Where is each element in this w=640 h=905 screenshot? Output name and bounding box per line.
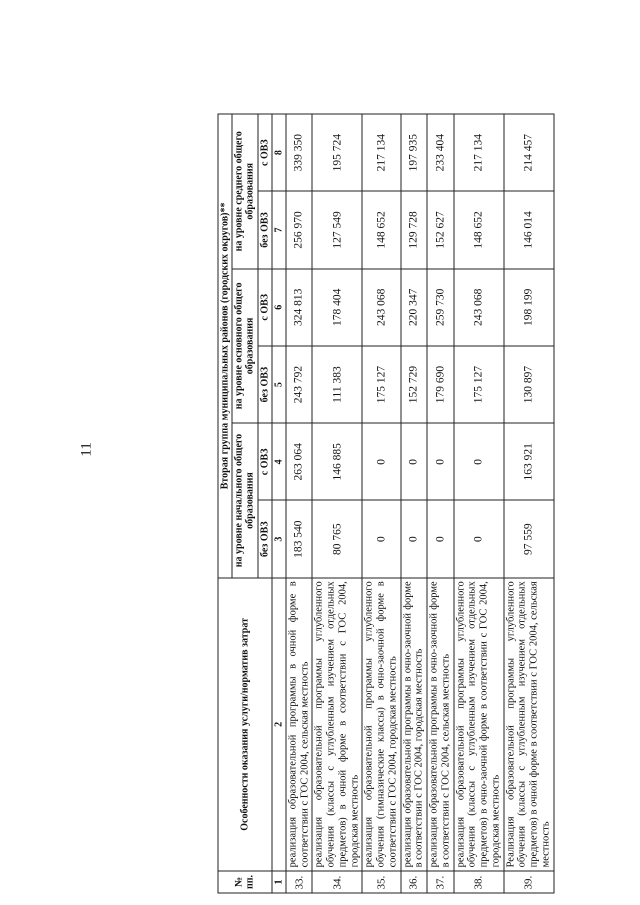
row-value: 217 134 xyxy=(454,114,504,191)
column-index: 7 xyxy=(272,191,286,268)
table-row xyxy=(454,114,504,893)
header-without-ovz: без ОВЗ xyxy=(258,191,272,268)
row-number: 38. xyxy=(454,870,504,892)
row-value: 324 813 xyxy=(286,268,313,345)
header-group-title: Вторая группа муниципальных районов (городских округов)** xyxy=(218,114,232,578)
row-value: 148 652 xyxy=(454,191,504,268)
row-value: 233 404 xyxy=(427,114,454,191)
header-level-1: на уровне начального общего образования xyxy=(232,423,257,578)
row-number: 37. xyxy=(427,870,454,892)
row-value: 198 199 xyxy=(504,268,554,345)
header-description: Особенности оказания услуги/норматив затрат xyxy=(218,577,272,870)
header-with-ovz: с ОВЗ xyxy=(258,114,272,191)
table-row xyxy=(504,114,554,893)
header-without-ovz: без ОВЗ xyxy=(258,500,272,577)
row-value: 259 730 xyxy=(427,268,454,345)
header-with-ovz: с ОВЗ xyxy=(258,268,272,345)
row-value: 0 xyxy=(454,500,504,577)
column-index: 8 xyxy=(272,114,286,191)
row-value: 178 404 xyxy=(312,268,362,345)
row-value: 339 350 xyxy=(286,114,313,191)
row-value: 163 921 xyxy=(504,423,554,500)
row-value: 175 127 xyxy=(454,345,504,422)
row-number: 33. xyxy=(286,870,313,892)
row-value: 195 724 xyxy=(312,114,362,191)
table-row xyxy=(312,114,362,893)
column-index: 1 xyxy=(272,870,286,892)
row-number: 36. xyxy=(401,870,428,892)
page-number: 11 xyxy=(78,442,95,457)
row-value: 146 014 xyxy=(504,191,554,268)
row-value: 197 935 xyxy=(401,114,428,191)
row-description: реализация образовательной программы в очной форме в соответствии с ГОС 2004, сельская местность xyxy=(286,577,313,870)
row-value: 175 127 xyxy=(362,345,400,422)
row-value: 220 347 xyxy=(401,268,428,345)
row-value: 152 729 xyxy=(401,345,428,422)
cost-standards-table-container xyxy=(218,113,555,893)
row-value: 263 064 xyxy=(286,423,313,500)
row-description: реализация образовательной программы углубленного обучения (классы с углубленным изучением отдельных предметов) в очно-заочной форме в соответствии с ГОС 2004, городская местность xyxy=(454,577,504,870)
header-row-index xyxy=(272,114,286,893)
header-level-3: на уровне среднего общего образования xyxy=(232,114,257,269)
header-row-group xyxy=(218,114,232,893)
table-row xyxy=(401,114,428,893)
row-description: реализация образовательной программы в очно-заочной форме в соответствии с ГОС 2004, городская местность xyxy=(401,577,428,870)
column-index: 2 xyxy=(272,577,286,870)
column-index: 5 xyxy=(272,345,286,422)
row-number: 35. xyxy=(362,870,400,892)
header-number: № пп. xyxy=(218,870,272,892)
row-value: 0 xyxy=(401,423,428,500)
row-value: 80 765 xyxy=(312,500,362,577)
row-value: 0 xyxy=(362,423,400,500)
row-value: 111 383 xyxy=(312,345,362,422)
row-value: 130 897 xyxy=(504,345,554,422)
table-row xyxy=(286,114,313,893)
row-value: 127 549 xyxy=(312,191,362,268)
row-value: 179 690 xyxy=(427,345,454,422)
row-value: 183 540 xyxy=(286,500,313,577)
row-description: реализация образовательной программы в очно-заочной форме в соответствии с ГОС 2004, сельская местность xyxy=(427,577,454,870)
table-row xyxy=(362,114,400,893)
row-value: 256 970 xyxy=(286,191,313,268)
row-value: 148 652 xyxy=(362,191,400,268)
column-index: 4 xyxy=(272,423,286,500)
header-with-ovz: с ОВЗ xyxy=(258,423,272,500)
row-value: 152 627 xyxy=(427,191,454,268)
row-value: 214 457 xyxy=(504,114,554,191)
header-level-2: на уровне основного общего образования xyxy=(232,268,257,423)
cost-standards-table xyxy=(218,113,555,893)
row-value: 0 xyxy=(427,500,454,577)
column-index: 3 xyxy=(272,500,286,577)
row-value: 0 xyxy=(362,500,400,577)
row-description: Реализация образовательной программы углубленного обучения (классы с углубленным изучением отдельных предметов) в очной форме в соответствии с ГОС 2004, сельская местность xyxy=(504,577,554,870)
header-without-ovz: без ОВЗ xyxy=(258,345,272,422)
row-value: 0 xyxy=(401,500,428,577)
row-value: 243 068 xyxy=(362,268,400,345)
row-value: 0 xyxy=(454,423,504,500)
row-value: 97 559 xyxy=(504,500,554,577)
row-number: 39. xyxy=(504,870,554,892)
row-value: 243 792 xyxy=(286,345,313,422)
row-value: 0 xyxy=(427,423,454,500)
row-value: 217 134 xyxy=(362,114,400,191)
row-description: реализация образовательной программы углубленного обучения (гимназические классы) в очно-заочной форме в соответствии с ГОС 2004, городская местность xyxy=(362,577,400,870)
row-value: 129 728 xyxy=(401,191,428,268)
column-index: 6 xyxy=(272,268,286,345)
row-value: 146 885 xyxy=(312,423,362,500)
row-description: реализация образовательной программы углубленного обучения (классы с углубленным изучением отдельных предметов) в очной форме в соответствии с ГОС 2004, городская местность xyxy=(312,577,362,870)
row-value: 243 068 xyxy=(454,268,504,345)
row-number: 34. xyxy=(312,870,362,892)
table-row xyxy=(427,114,454,893)
